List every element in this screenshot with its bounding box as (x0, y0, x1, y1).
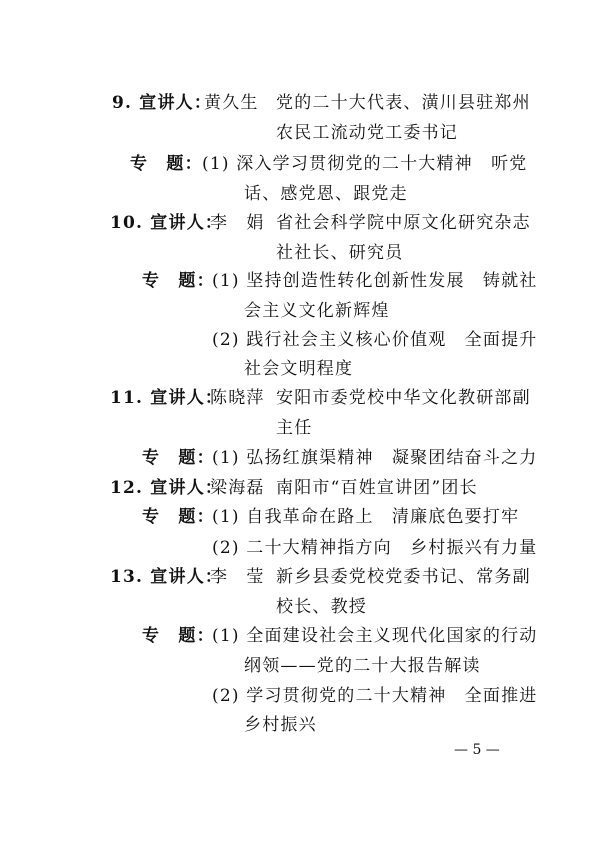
topic-item: (2) 践行社会主义核心价值观 全面提升 (212, 330, 538, 350)
topic-label: 专 题： (142, 507, 215, 527)
speaker-title: 社社长、研究员 (276, 243, 404, 263)
speaker-title: 南阳市“百姓宣讲团”团长 (276, 478, 478, 498)
speaker-title: 校长、教授 (276, 597, 367, 617)
topic-item: (1) 弘扬红旗渠精神 凝聚团结奋斗之力 (212, 448, 538, 468)
speaker-title: 党的二十大代表、潢川县驻郑州 (276, 93, 531, 113)
topic-item: 话、感党恩、跟党走 (244, 184, 408, 204)
speaker-title: 省社会科学院中原文化研究杂志 (276, 213, 531, 233)
speaker-label: 11. 宣讲人： (110, 388, 224, 408)
speaker-title: 安阳市委党校中华文化教研部副 (276, 388, 531, 408)
speaker-label: 10. 宣讲人： (110, 213, 224, 233)
page-number: — 5 — (454, 742, 500, 758)
topic-label: 专 题： (142, 626, 215, 646)
topic-label: 专 题： (130, 154, 203, 174)
speaker-label: 13. 宣讲人： (110, 567, 224, 587)
topic-item: (2) 学习贯彻党的二十大精神 全面推进 (212, 686, 538, 706)
speaker-name: 梁海磊 (210, 478, 265, 498)
topic-label: 专 题： (142, 271, 215, 291)
topic-item: 社会文明程度 (244, 359, 354, 379)
speaker-name: 李 娟 (210, 213, 265, 233)
speaker-name: 李 莹 (210, 567, 265, 587)
topic-item: (1) 坚持创造性转化创新性发展 铸就社 (212, 271, 538, 291)
topic-item: 乡村振兴 (244, 715, 317, 735)
topic-item: (1) 自我革命在路上 清廉底色要打牢 (212, 507, 520, 527)
speaker-title: 农民工流动党工委书记 (276, 123, 458, 143)
topic-item: (1) 全面建设社会主义现代化国家的行动 (212, 626, 538, 646)
topic-label: 专 题： (142, 448, 215, 468)
speaker-title: 主任 (276, 418, 313, 438)
topic-item: 会主义文化新辉煌 (244, 301, 390, 321)
speaker-label: 12. 宣讲人： (110, 478, 224, 498)
speaker-title: 新乡县委党校党委书记、常务副 (276, 567, 531, 587)
topic-item: 纲领——党的二十大报告解读 (244, 656, 481, 676)
speaker-name: 黄久生 (204, 93, 259, 113)
speaker-name: 陈晓萍 (210, 388, 265, 408)
topic-item: (2) 二十大精神指方向 乡村振兴有力量 (212, 538, 538, 558)
speaker-label: 9. 宣讲人： (112, 93, 213, 113)
topic-item: (1) 深入学习贯彻党的二十大精神 听党 (202, 154, 528, 174)
